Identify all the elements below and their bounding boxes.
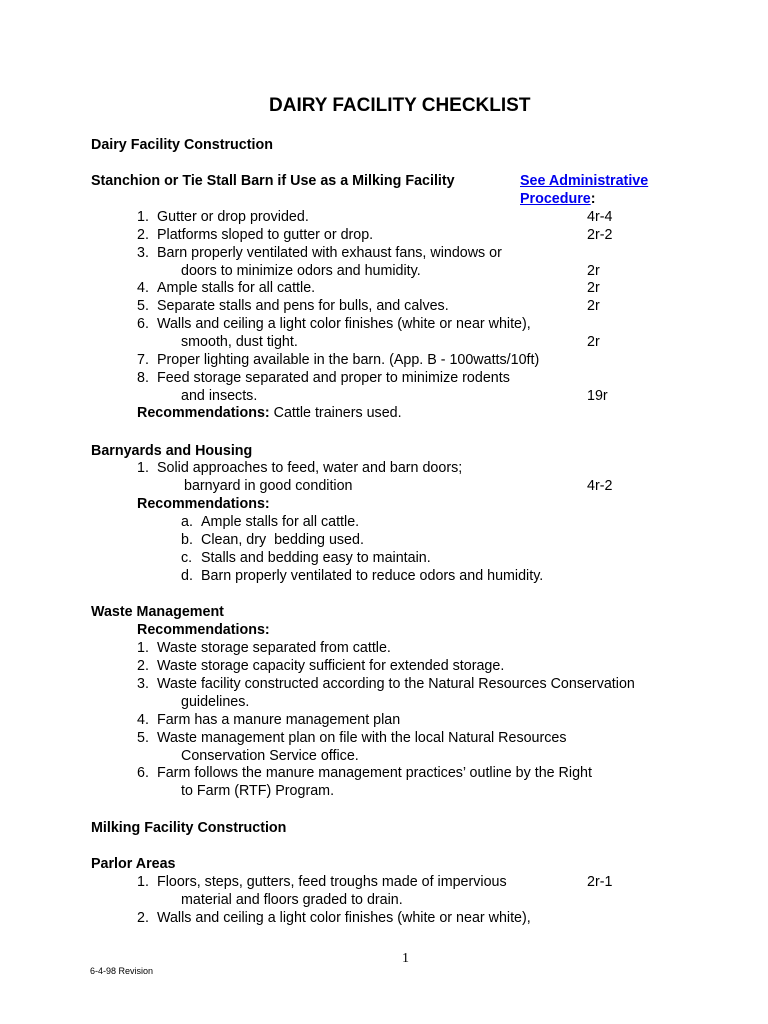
item-number: 2. bbox=[137, 658, 149, 674]
item-text: Ample stalls for all cattle. bbox=[157, 280, 316, 296]
recommendations-label: Recommendations: bbox=[137, 496, 270, 512]
item-ref-code: 2r bbox=[587, 334, 600, 350]
item-text: Walls and ceiling a light color finishes (white or near white), bbox=[157, 910, 531, 926]
item-text: Waste facility constructed according to the Natural Resources Conservation bbox=[157, 676, 635, 692]
recommendations-label: Recommendations: bbox=[137, 622, 270, 638]
link-text-line1[interactable]: See Administrative bbox=[520, 173, 649, 189]
item-number: 3. bbox=[137, 676, 149, 692]
administrative-procedure-link[interactable] bbox=[520, 173, 648, 190]
item-text: Walls and ceiling a light color finishes (white or near white), bbox=[157, 316, 531, 332]
item-ref-code: 2r bbox=[587, 298, 600, 314]
rec-letter: a. bbox=[181, 514, 193, 530]
item-ref-code: 4r-4 bbox=[587, 209, 613, 225]
item-text-continued: guidelines. bbox=[181, 694, 250, 710]
section-heading-dairy-facility-construction: Dairy Facility Construction bbox=[91, 137, 273, 153]
item-number: 6. bbox=[137, 765, 149, 781]
item-text: Proper lighting available in the barn. (App. B - 100watts/10ft) bbox=[157, 352, 540, 368]
recommendations-text: Cattle trainers used. bbox=[269, 405, 402, 421]
section-heading-barnyards-housing: Barnyards and Housing bbox=[91, 443, 253, 459]
item-number: 4. bbox=[137, 280, 149, 296]
rec-text: Stalls and bedding easy to maintain. bbox=[201, 550, 431, 566]
item-ref-code: 2r bbox=[587, 280, 600, 296]
rec-letter: d. bbox=[181, 568, 193, 584]
item-ref-code: 2r-1 bbox=[587, 874, 613, 890]
item-ref-code: 2r bbox=[587, 263, 600, 279]
item-text-continued: to Farm (RTF) Program. bbox=[181, 783, 335, 799]
item-text: Waste storage capacity sufficient for extended storage. bbox=[157, 658, 505, 674]
item-text: Barn properly ventilated with exhaust fans, windows or bbox=[157, 245, 502, 261]
item-text-continued: material and floors graded to drain. bbox=[181, 892, 403, 908]
item-number: 8. bbox=[137, 370, 149, 386]
item-text-continued: barnyard in good condition bbox=[184, 478, 353, 494]
item-number: 2. bbox=[137, 910, 149, 926]
item-number: 1. bbox=[137, 209, 149, 225]
item-ref-code: 4r-2 bbox=[587, 478, 613, 494]
subheading-parlor-areas: Parlor Areas bbox=[91, 856, 176, 872]
link-colon: : bbox=[590, 191, 596, 207]
rec-letter: c. bbox=[181, 550, 193, 566]
section-heading-milking-facility-construction: Milking Facility Construction bbox=[91, 820, 287, 836]
item-text-continued: and insects. bbox=[181, 388, 258, 404]
administrative-procedure-link-line2[interactable] bbox=[520, 191, 595, 208]
item-text-continued: smooth, dust tight. bbox=[181, 334, 298, 350]
item-text: Gutter or drop provided. bbox=[157, 209, 309, 225]
item-number: 1. bbox=[137, 640, 149, 656]
document-title: DAIRY FACILITY CHECKLIST bbox=[269, 95, 531, 116]
item-number: 3. bbox=[137, 245, 149, 261]
item-text: Separate stalls and pens for bulls, and calves. bbox=[157, 298, 449, 314]
item-ref-code: 19r bbox=[587, 388, 608, 404]
subheading-stanchion-tie-stall-barn: Stanchion or Tie Stall Barn if Use as a Milking Facility bbox=[91, 173, 455, 189]
item-ref-code: 2r-2 bbox=[587, 227, 613, 243]
item-text: Farm has a manure management plan bbox=[157, 712, 401, 728]
item-text-continued: doors to minimize odors and humidity. bbox=[181, 263, 421, 279]
item-number: 1. bbox=[137, 874, 149, 890]
rec-text: Clean, dry bedding used. bbox=[201, 532, 364, 548]
item-number: 7. bbox=[137, 352, 149, 368]
item-text-continued: Conservation Service office. bbox=[181, 748, 359, 764]
rec-letter: b. bbox=[181, 532, 193, 548]
item-text: Farm follows the manure management practices’ outline by the Right bbox=[157, 765, 592, 781]
revision-footer: 6-4-98 Revision bbox=[90, 966, 154, 976]
rec-text: Barn properly ventilated to reduce odors and humidity. bbox=[201, 568, 544, 584]
recommendations-label: Recommendations: bbox=[137, 405, 270, 421]
item-text: Waste management plan on file with the local Natural Resources bbox=[157, 730, 567, 746]
item-text: Platforms sloped to gutter or drop. bbox=[157, 227, 374, 243]
rec-text: Ample stalls for all cattle. bbox=[201, 514, 360, 530]
item-text: Solid approaches to feed, water and barn doors; bbox=[157, 460, 463, 476]
page-number: 1 bbox=[402, 951, 409, 966]
link-text-line2[interactable]: Procedure bbox=[520, 191, 591, 207]
item-number: 4. bbox=[137, 712, 149, 728]
section-heading-waste-management: Waste Management bbox=[91, 604, 224, 620]
item-text: Waste storage separated from cattle. bbox=[157, 640, 391, 656]
item-number: 5. bbox=[137, 730, 149, 746]
item-number: 1. bbox=[137, 460, 149, 476]
item-number: 6. bbox=[137, 316, 149, 332]
item-text: Feed storage separated and proper to minimize rodents bbox=[157, 370, 510, 386]
item-text: Floors, steps, gutters, feed troughs made of impervious bbox=[157, 874, 507, 890]
item-number: 5. bbox=[137, 298, 149, 314]
item-number: 2. bbox=[137, 227, 149, 243]
recommendations-line bbox=[137, 405, 402, 422]
